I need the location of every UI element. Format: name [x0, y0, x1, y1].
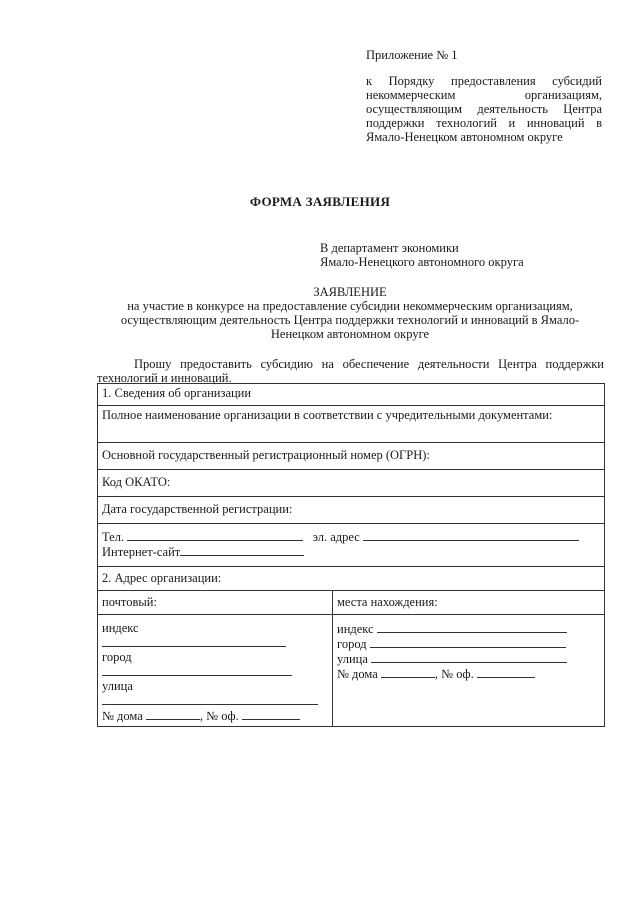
- statement-title: ЗАЯВЛЕНИЕ: [313, 285, 387, 299]
- okato-cell[interactable]: [98, 470, 605, 497]
- appendix-block: [366, 48, 602, 144]
- postal-header-cell: [98, 591, 333, 615]
- postal-office-field[interactable]: [242, 708, 300, 720]
- ogrn-cell[interactable]: [98, 443, 605, 470]
- postal-index-label: индекс: [102, 621, 139, 635]
- table-row: [98, 524, 605, 567]
- location-index-field[interactable]: [377, 621, 567, 633]
- website-field[interactable]: [180, 544, 304, 556]
- postal-office-label: , № оф.: [199, 709, 239, 723]
- table-row: [98, 406, 605, 443]
- reg-date-label: Дата государственной регистрации:: [102, 502, 293, 516]
- table-row: [98, 470, 605, 497]
- location-label: места нахождения:: [337, 595, 438, 609]
- section-1-label: 1. Сведения об организации: [102, 386, 252, 400]
- postal-street-field[interactable]: [102, 693, 318, 705]
- okato-label: Код ОКАТО:: [102, 475, 171, 489]
- phone-field[interactable]: [127, 529, 303, 541]
- location-city-label: город: [337, 637, 367, 651]
- statement-subtitle: на участие в конкурсе на предоставление субсидии некоммерческим организациям, осуществляющим деятельность Центра поддержки технологий и инноваций в Ямало-Ненецком автономном округе: [120, 299, 580, 341]
- location-city-field[interactable]: [370, 636, 566, 648]
- location-street-field[interactable]: [371, 651, 567, 663]
- section-1-header: [98, 384, 605, 406]
- postal-index-field[interactable]: [102, 635, 286, 647]
- full-name-label: Полное наименование организации в соответствии с учредительными документами:: [102, 408, 553, 422]
- location-office-label: , № оф.: [434, 667, 474, 681]
- appendix-text: к Порядку предоставления субсидий некоммерческим организациям, осуществляющим деятельность Центра поддержки технологий и инноваций в Ямало-Ненецком автономном округе: [366, 74, 602, 144]
- phone-label: Тел.: [102, 530, 125, 544]
- location-address-cell: [333, 615, 605, 727]
- table-row: [98, 567, 605, 591]
- full-name-cell[interactable]: [98, 406, 605, 443]
- postal-street-label: улица: [102, 679, 133, 693]
- table-row: [98, 443, 605, 470]
- table-row: [98, 615, 605, 727]
- postal-address-cell: [98, 615, 333, 727]
- ogrn-label: Основной государственный регистрационный номер (ОГРН):: [102, 448, 430, 462]
- location-house-field[interactable]: [381, 666, 435, 678]
- website-label: Интернет-сайт: [102, 545, 181, 559]
- table-row: [98, 497, 605, 524]
- location-house-label: № дома: [337, 667, 378, 681]
- postal-house-label: № дома: [102, 709, 143, 723]
- form-title: ФОРМА ЗАЯВЛЕНИЯ: [249, 194, 391, 209]
- addressee-line-1: В департамент экономики: [320, 241, 459, 255]
- postal-house-field[interactable]: [146, 708, 200, 720]
- request-text: Прошу предоставить субсидию на обеспечение деятельности Центра поддержки технологий и инноваций.: [97, 357, 604, 385]
- section-2-header: [98, 567, 605, 591]
- appendix-number: Приложение № 1: [366, 48, 458, 62]
- postal-city-label: город: [102, 650, 132, 664]
- addressee-block: [320, 241, 610, 269]
- table-row: [98, 591, 605, 615]
- table-row: [98, 384, 605, 406]
- email-field[interactable]: [363, 529, 579, 541]
- reg-date-cell[interactable]: [98, 497, 605, 524]
- location-header-cell: [333, 591, 605, 615]
- postal-label: почтовый:: [102, 595, 157, 609]
- location-office-field[interactable]: [477, 666, 535, 678]
- email-label: эл. адрес: [312, 530, 360, 544]
- contacts-cell: [98, 524, 605, 567]
- location-index-label: индекс: [337, 622, 374, 636]
- application-form-table: [97, 383, 605, 727]
- addressee-line-2: Ямало-Ненецкого автономного округа: [320, 255, 524, 269]
- postal-city-field[interactable]: [102, 664, 292, 676]
- location-street-label: улица: [337, 652, 368, 666]
- section-2-label: 2. Адрес организации:: [102, 571, 222, 585]
